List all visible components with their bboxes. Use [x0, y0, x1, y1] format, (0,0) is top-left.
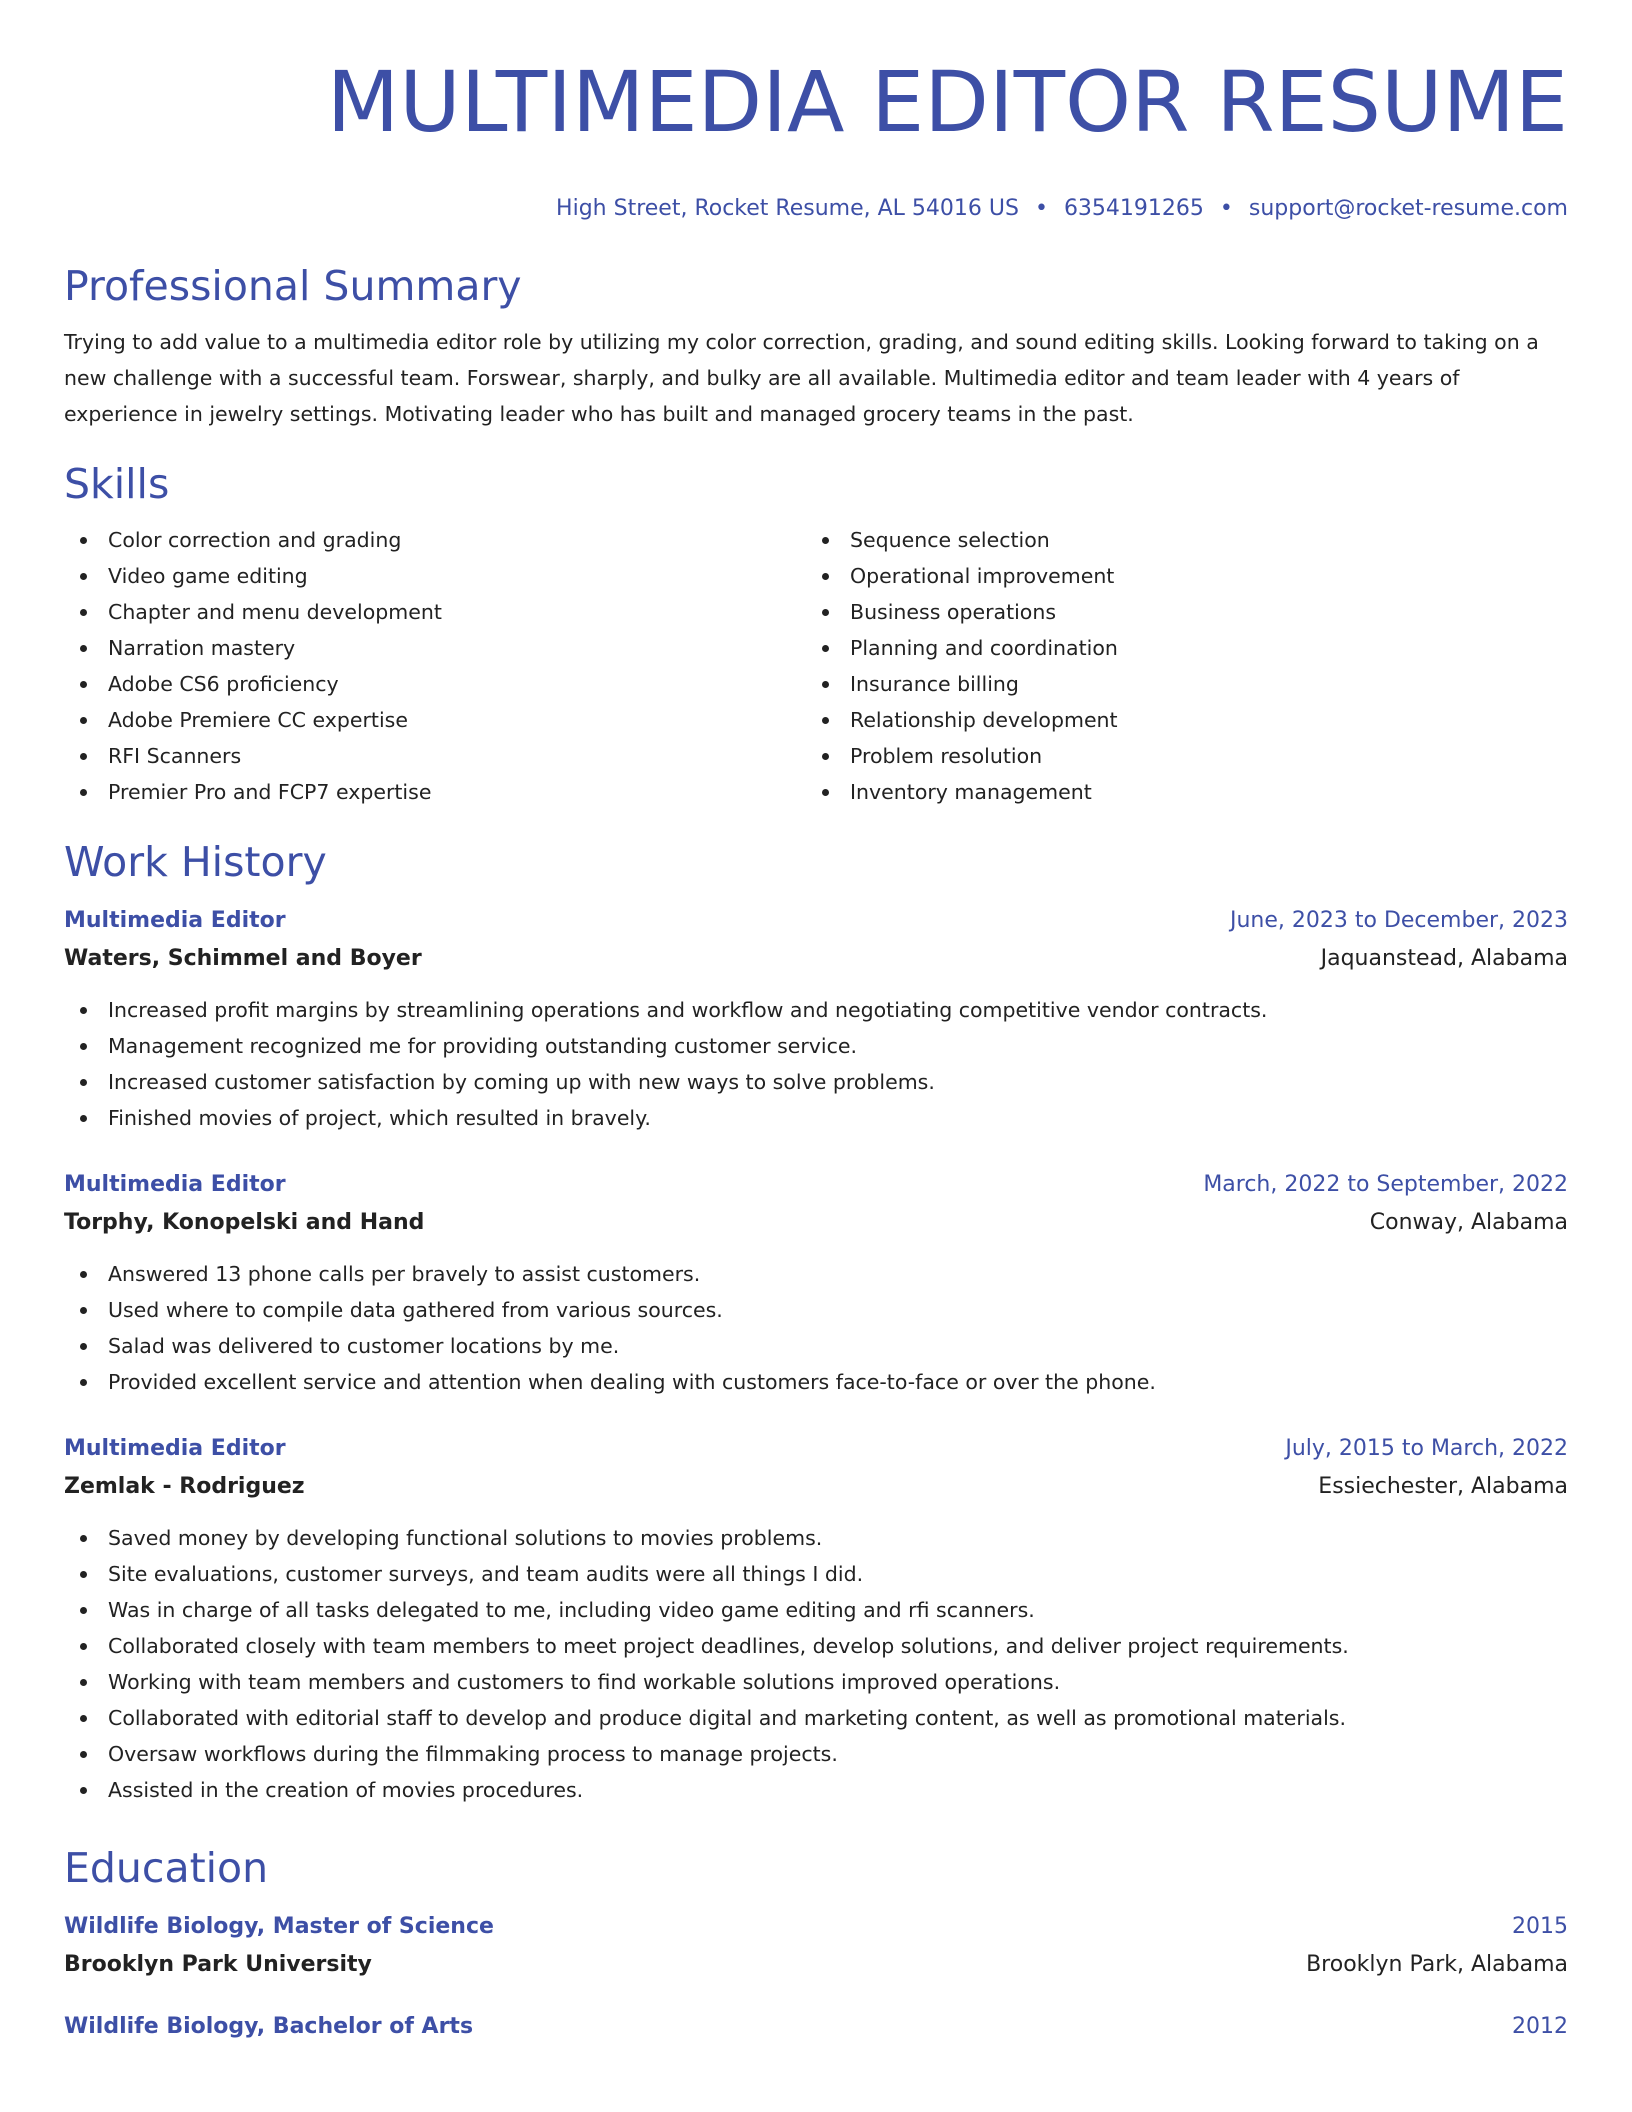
skill-item: Operational improvement [806, 558, 1548, 594]
job-bullet: Saved money by developing functional solutions to movies problems. [64, 1520, 1568, 1556]
job-bullet: Answered 13 phone calls per bravely to assist customers. [64, 1256, 1568, 1292]
job-location: Essiechester, Alabama [1318, 1474, 1568, 1499]
job-dates: July, 2015 to March, 2022 [1285, 1436, 1568, 1461]
job-location: Conway, Alabama [1369, 1210, 1568, 1235]
job-bullets [64, 1256, 1568, 1400]
job-role: Multimedia Editor [64, 908, 286, 933]
job-bullet: Working with team members and customers to find workable solutions improved operations. [64, 1664, 1568, 1700]
summary-heading: Professional Summary [64, 262, 522, 310]
skill-item: Video game editing [64, 558, 806, 594]
skill-item: Adobe Premiere CC expertise [64, 702, 806, 738]
job-entry [64, 1166, 1568, 1400]
contact-address: High Street, Rocket Resume, AL 54016 US [556, 196, 1019, 221]
separator-dot: • [1034, 196, 1048, 221]
education-entry [64, 2008, 1568, 2046]
skill-item: Inventory management [806, 774, 1548, 810]
skill-item: Business operations [806, 594, 1548, 630]
skill-item: Narration mastery [64, 630, 806, 666]
job-header-row [64, 902, 1568, 940]
job-bullet: Increased profit margins by streamlining operations and workflow and negotiating competitive vendor contracts. [64, 992, 1568, 1028]
skill-item: Insurance billing [806, 666, 1548, 702]
summary-text: Trying to add value to a multimedia editor role by utilizing my color correction, grading, and sound editing skills. Looking forward to taking on a new challenge with a successful team. Forswear, sharply, and bulky are all available. Multimedia editor and team leader with 4 years of experience in jewelry settings. Motivating leader who has built and managed grocery teams in the past. [64, 330, 1539, 426]
job-bullet: Collaborated closely with team members to meet project deadlines, develop solutions, and deliver project requirements. [64, 1628, 1568, 1664]
job-company: Waters, Schimmel and Boyer [64, 946, 422, 971]
job-header-row [64, 1166, 1568, 1204]
job-bullet: Assisted in the creation of movies procedures. [64, 1772, 1568, 1808]
job-company-row [64, 1204, 1568, 1242]
job-company-row [64, 1468, 1568, 1506]
skills-left-list [64, 522, 806, 810]
education-year: 2015 [1512, 1914, 1568, 1939]
job-role: Multimedia Editor [64, 1172, 286, 1197]
contact-line [64, 194, 1568, 224]
education-header-row [64, 2008, 1568, 2046]
education-heading: Education [64, 1844, 269, 1892]
separator-dot: • [1219, 196, 1233, 221]
job-bullets [64, 1520, 1568, 1808]
job-bullet: Site evaluations, customer surveys, and team audits were all things I did. [64, 1556, 1568, 1592]
work-history-heading: Work History [64, 838, 327, 886]
skill-item: Adobe CS6 proficiency [64, 666, 806, 702]
skill-item: Problem resolution [806, 738, 1548, 774]
education-school: Brooklyn Park University [64, 1952, 372, 1977]
job-entry [64, 902, 1568, 1136]
job-bullets [64, 992, 1568, 1136]
job-dates: June, 2023 to December, 2023 [1229, 908, 1568, 933]
contact-phone: 6354191265 [1063, 196, 1204, 221]
job-role: Multimedia Editor [64, 1436, 286, 1461]
job-header-row [64, 1430, 1568, 1468]
job-dates: March, 2022 to September, 2022 [1203, 1172, 1568, 1197]
job-company: Torphy, Konopelski and Hand [64, 1210, 425, 1235]
job-bullet: Management recognized me for providing outstanding customer service. [64, 1028, 1568, 1064]
contact-email[interactable]: support@rocket-resume.com [1248, 196, 1568, 221]
resume-title: MULTIMEDIA EDITOR RESUME [326, 53, 1568, 151]
job-company: Zemlak - Rodriguez [64, 1474, 305, 1499]
skills-heading: Skills [64, 460, 170, 508]
skill-item: Relationship development [806, 702, 1548, 738]
education-degree: Wildlife Biology, Bachelor of Arts [64, 2014, 474, 2039]
skill-item: Color correction and grading [64, 522, 806, 558]
job-entry [64, 1430, 1568, 1808]
skill-item: Chapter and menu development [64, 594, 806, 630]
job-bullet: Finished movies of project, which resulted in bravely. [64, 1100, 1568, 1136]
education-location: Brooklyn Park, Alabama [1306, 1952, 1568, 1977]
skill-item: Sequence selection [806, 522, 1548, 558]
education-entry [64, 1908, 1568, 1984]
skills-right-list [806, 522, 1548, 810]
skill-item: RFI Scanners [64, 738, 806, 774]
skill-item: Planning and coordination [806, 630, 1548, 666]
job-bullet: Used where to compile data gathered from various sources. [64, 1292, 1568, 1328]
skill-item: Premier Pro and FCP7 expertise [64, 774, 806, 810]
education-year: 2012 [1512, 2014, 1568, 2039]
job-location: Jaquanstead, Alabama [1320, 946, 1568, 971]
skills-columns [64, 522, 1568, 810]
job-bullet: Provided excellent service and attention when dealing with customers face-to-face or over the phone. [64, 1364, 1568, 1400]
job-bullet: Salad was delivered to customer locations by me. [64, 1328, 1568, 1364]
education-school-row [64, 1946, 1568, 1984]
job-bullet: Was in charge of all tasks delegated to me, including video game editing and rfi scanners. [64, 1592, 1568, 1628]
job-bullet: Increased customer satisfaction by coming up with new ways to solve problems. [64, 1064, 1568, 1100]
job-company-row [64, 940, 1568, 978]
education-degree: Wildlife Biology, Master of Science [64, 1914, 494, 1939]
job-bullet: Collaborated with editorial staff to develop and produce digital and marketing content, as well as promotional materials. [64, 1700, 1568, 1736]
job-bullet: Oversaw workflows during the filmmaking process to manage projects. [64, 1736, 1568, 1772]
education-header-row [64, 1908, 1568, 1946]
